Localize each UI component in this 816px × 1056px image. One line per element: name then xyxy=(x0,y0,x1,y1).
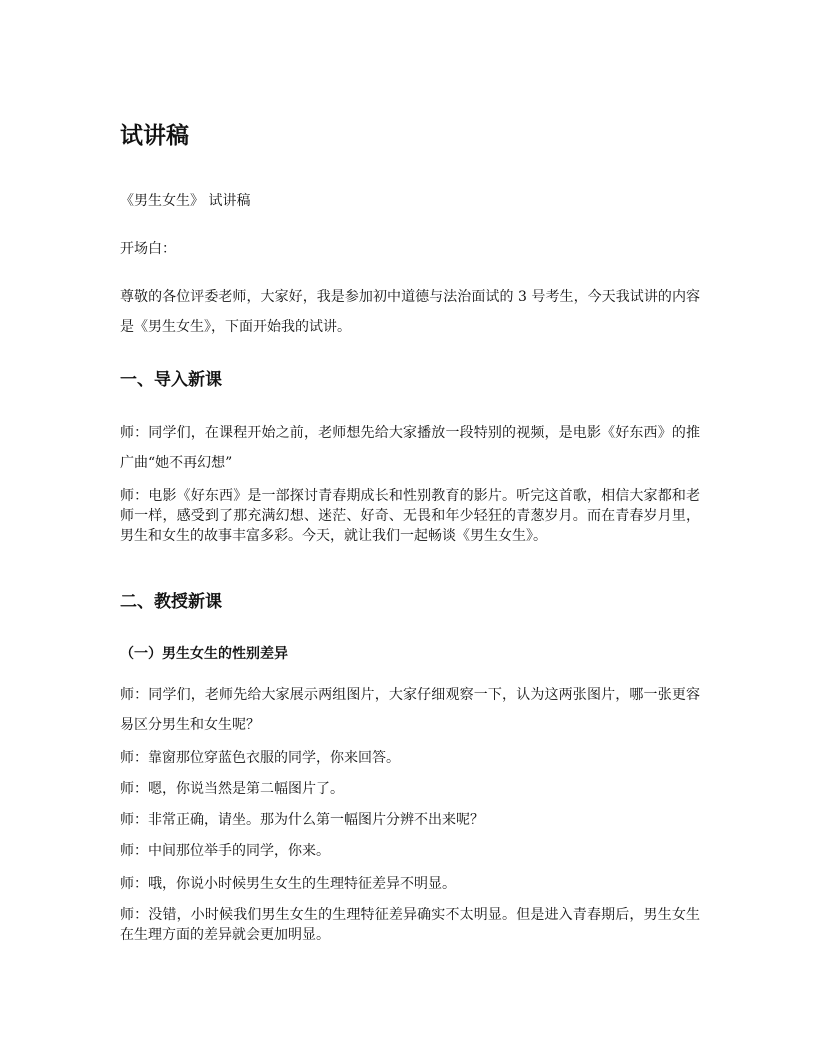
intro-paragraph-2: 师：电影《好东西》是一部探讨青春期成长和性别教育的影片。听完这首歌，相信大家都和老师一样，感受到了那充满幻想、迷茫、好奇、无畏和年少轻狂的青葱岁月。而在青春岁月里，男生和女生的故事丰富多彩。今天，就让我们一起畅谈《男生女生》。 xyxy=(120,488,700,544)
opening-label: 开场白： xyxy=(120,241,176,257)
teaching-paragraph-3: 师：嗯，你说当然是第二幅图片了。 xyxy=(120,781,344,797)
teaching-paragraph-2: 师：靠窗那位穿蓝色衣服的同学，你来回答。 xyxy=(120,750,400,766)
section-heading-intro: 一、导入新课 xyxy=(120,370,222,390)
teaching-paragraph-7: 师：没错，小时候我们男生女生的生理特征差异确实不太明显。但是进入青春期后，男生女生在生理方面的差异就会更加明显。 xyxy=(120,907,700,943)
teaching-paragraph-6: 师：哦，你说小时候男生女生的生理特征差异不明显。 xyxy=(120,876,456,892)
opening-paragraph: 尊敬的各位评委老师，大家好，我是参加初中道德与法治面试的 3 号考生，今天我试讲的内容是《男生女生》，下面开始我的试讲。 xyxy=(120,289,700,335)
section-heading-teaching: 二、教授新课 xyxy=(120,592,222,612)
subsection-heading-gender-difference: （一）男生女生的性别差异 xyxy=(120,646,288,662)
document-title: 试讲稿 xyxy=(120,123,189,149)
document-subtitle: 《男生女生》 试讲稿 xyxy=(120,193,251,209)
teaching-paragraph-5: 师：中间那位举手的同学，你来。 xyxy=(120,843,330,859)
teaching-paragraph-4: 师：非常正确，请坐。那为什么第一幅图片分辨不出来呢？ xyxy=(120,812,484,828)
intro-paragraph-1: 师：同学们，在课程开始之前，老师想先给大家播放一段特别的视频，是电影《好东西》的推广曲“她不再幻想” xyxy=(120,425,700,471)
teaching-paragraph-1: 师：同学们，老师先给大家展示两组图片，大家仔细观察一下，认为这两张图片，哪一张更容易区分男生和女生呢？ xyxy=(120,687,700,733)
